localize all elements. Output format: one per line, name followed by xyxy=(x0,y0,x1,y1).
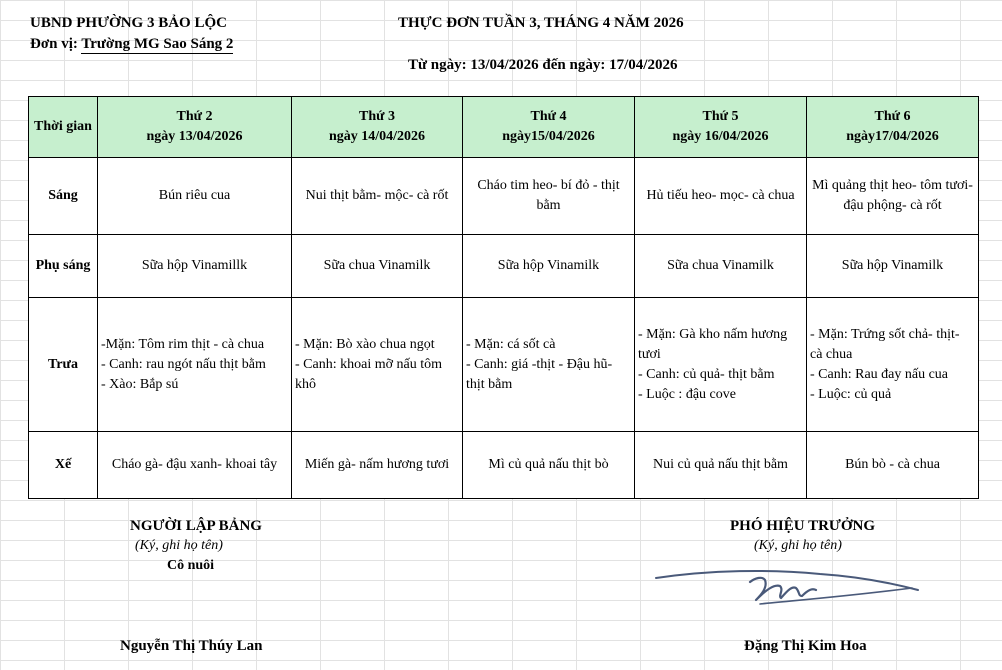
cell-phusang-thu: Sữa chua Vinamilk xyxy=(635,235,807,298)
org-name: UBND PHƯỜNG 3 BẢO LỘC xyxy=(30,15,227,31)
unit-line xyxy=(30,36,233,53)
cell-phusang-mon: Sữa hộp Vinamillk xyxy=(98,235,292,298)
cell-phusang-tue: Sữa chua Vinamilk xyxy=(292,235,463,298)
menu-table xyxy=(28,96,979,499)
cell-xe-fri: Bún bò - cà chua xyxy=(807,432,979,499)
unit-name: Trường MG Sao Sáng 2 xyxy=(81,36,234,52)
table-row xyxy=(29,158,979,235)
cell-trua-tue: - Mặn: Bò xào chua ngọt - Canh: khoai mỡ nấu tôm khô xyxy=(292,298,463,432)
row-label-phu-sang: Phụ sáng xyxy=(29,235,98,298)
day-header-mon: Thứ 2 ngày 13/04/2026 xyxy=(98,97,292,158)
table-row xyxy=(29,235,979,298)
unit-prefix: Đơn vị: xyxy=(30,36,82,52)
cell-phusang-fri: Sữa hộp Vinamilk xyxy=(807,235,979,298)
cell-trua-thu: - Mặn: Gà kho nấm hương tươi - Canh: củ quả- thịt bằm - Luộc : đậu cove xyxy=(635,298,807,432)
header-row xyxy=(29,97,979,158)
right-signer-role: PHÓ HIỆU TRƯỞNG xyxy=(730,518,876,534)
right-signer-note: (Ký, ghi họ tên) xyxy=(754,538,842,553)
cell-sang-wed: Cháo tim heo- bí đỏ - thịt bằm xyxy=(463,158,635,235)
day-header-fri: Thứ 6 ngày17/04/2026 xyxy=(807,97,979,158)
left-signer-role: NGƯỜI LẬP BẢNG xyxy=(130,518,262,534)
row-label-trua: Trưa xyxy=(29,298,98,432)
cell-xe-thu: Nui củ quả nấu thịt bằm xyxy=(635,432,807,499)
right-signer-name: Đặng Thị Kim Hoa xyxy=(744,638,867,654)
day-header-thu: Thứ 5 ngày 16/04/2026 xyxy=(635,97,807,158)
row-label-sang: Sáng xyxy=(29,158,98,235)
cell-xe-mon: Cháo gà- đậu xanh- khoai tây xyxy=(98,432,292,499)
cell-trua-fri: - Mặn: Trứng sốt chả- thịt- cà chua - Canh: Rau đay nấu cua - Luộc: củ quả xyxy=(807,298,979,432)
cell-xe-wed: Mì củ quả nấu thịt bò xyxy=(463,432,635,499)
cell-phusang-wed: Sữa hộp Vinamilk xyxy=(463,235,635,298)
day-header-tue: Thứ 3 ngày 14/04/2026 xyxy=(292,97,463,158)
time-header: Thời gian xyxy=(29,97,98,158)
table-row xyxy=(29,432,979,499)
cell-sang-mon: Bún riêu cua xyxy=(98,158,292,235)
cell-sang-thu: Hủ tiếu heo- mọc- cà chua xyxy=(635,158,807,235)
cell-sang-tue: Nui thịt bằm- mộc- cà rốt xyxy=(292,158,463,235)
cell-trua-wed: - Mặn: cá sốt cà - Canh: giá -thịt - Đậu hũ- thịt bằm xyxy=(463,298,635,432)
row-label-xe: Xế xyxy=(29,432,98,499)
table-row xyxy=(29,298,979,432)
cell-sang-fri: Mì quảng thịt heo- tôm tươi- đậu phộng- cà rốt xyxy=(807,158,979,235)
left-signer-name: Nguyễn Thị Thúy Lan xyxy=(120,638,263,654)
left-signer-note: (Ký, ghi họ tên) xyxy=(135,538,223,553)
page-title: THỰC ĐƠN TUẦN 3, THÁNG 4 NĂM 2026 xyxy=(398,15,684,31)
cell-xe-tue: Miến gà- nấm hương tươi xyxy=(292,432,463,499)
day-header-wed: Thứ 4 ngày15/04/2026 xyxy=(463,97,635,158)
cell-trua-mon: -Mặn: Tôm rim thịt - cà chua - Canh: rau ngót nấu thịt bằm - Xào: Bắp sú xyxy=(98,298,292,432)
left-signer-position: Cô nuôi xyxy=(167,558,215,573)
date-range: Từ ngày: 13/04/2026 đến ngày: 17/04/2026 xyxy=(408,57,678,73)
